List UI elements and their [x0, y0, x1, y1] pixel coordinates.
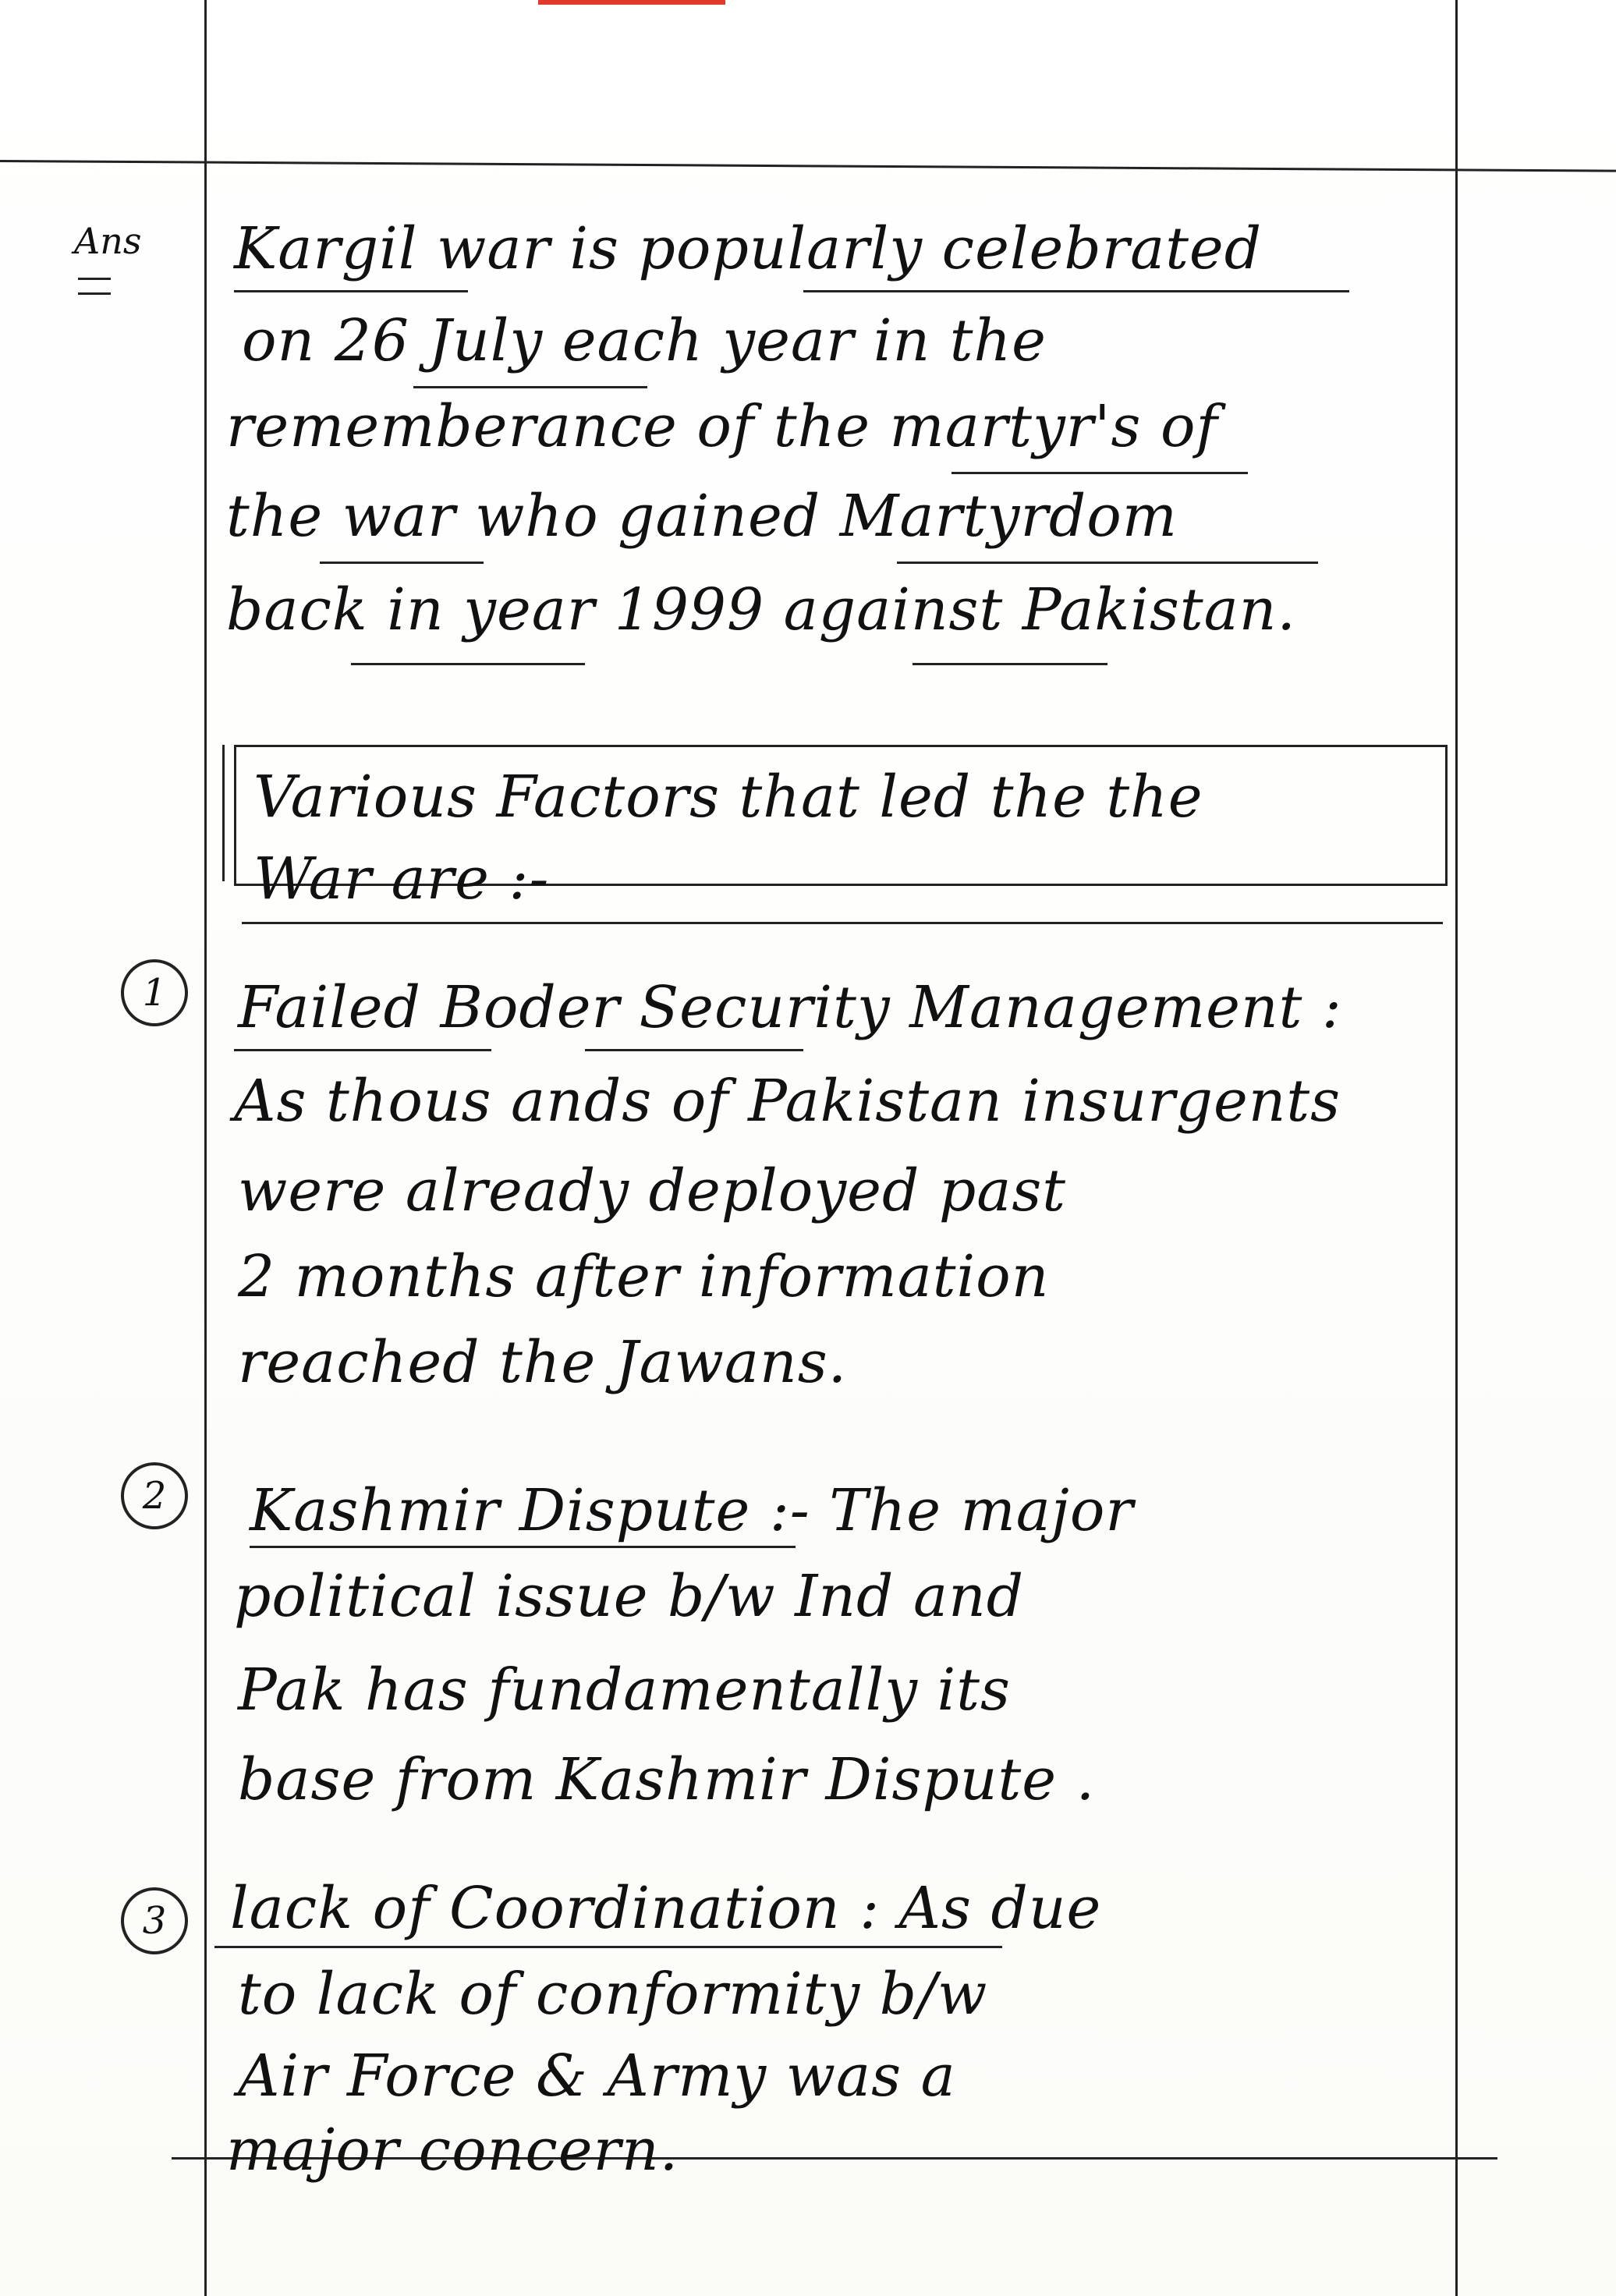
box-left-stroke: [222, 745, 225, 881]
point-3-line: to lack of conformity b/w: [238, 1961, 988, 2028]
intro-line: on 26 July each year in the: [242, 307, 1047, 374]
point-1-line: were already deployed past: [238, 1157, 1067, 1224]
intro-line: the war who gained Martyrdom: [226, 483, 1178, 550]
point-1-line: As thous ands of Pakistan insurgents: [234, 1068, 1341, 1135]
point-2-line: Pak has fundamentally its: [238, 1656, 1011, 1724]
underline: [952, 472, 1248, 474]
point-2-line: base from Kashmir Dispute .: [238, 1746, 1096, 1813]
point-1-line: reached the Jawans.: [238, 1329, 848, 1396]
answer-underline: [78, 278, 111, 295]
top-rule: [0, 160, 1616, 172]
underline: [320, 562, 484, 564]
point-number-3: 3: [121, 1887, 188, 1954]
underline: [585, 1049, 803, 1051]
point-number-2: 2: [121, 1462, 188, 1529]
point-2-line: Kashmir Dispute :- The major: [250, 1477, 1134, 1544]
intro-line: Kargil war is popularly celebrated: [234, 215, 1263, 282]
point-1-line: Failed Boder Security Management :: [238, 974, 1342, 1041]
intro-line: rememberance of the martyr's of: [226, 393, 1218, 460]
box-line: War are :-: [253, 845, 550, 912]
point-3-line: Air Force & Army was a: [238, 2043, 956, 2110]
underline: [234, 290, 468, 292]
underline: [351, 663, 585, 665]
point-number-1: 1: [121, 959, 188, 1026]
underline: [803, 290, 1349, 292]
right-margin-rule: [1455, 0, 1458, 2296]
underline: [214, 1946, 1002, 1948]
answer-label: Ans: [74, 220, 142, 262]
point-3-line: major concern.: [226, 2117, 679, 2184]
underline: [242, 922, 1443, 924]
point-3-line: lack of Coordination : As due: [230, 1875, 1102, 1942]
underline: [250, 1546, 796, 1548]
intro-line: back in year 1999 against Pakistan.: [226, 576, 1296, 643]
underline: [897, 562, 1318, 564]
underline: [913, 663, 1107, 665]
underline: [413, 386, 647, 388]
point-1-line: 2 months after information: [238, 1243, 1050, 1310]
red-margin-mark: [538, 0, 725, 5]
point-2-line: political issue b/w Ind and: [234, 1563, 1025, 1630]
box-line: Various Factors that led the the: [253, 764, 1203, 831]
left-margin-rule: [204, 0, 207, 2296]
underline: [234, 1049, 491, 1051]
